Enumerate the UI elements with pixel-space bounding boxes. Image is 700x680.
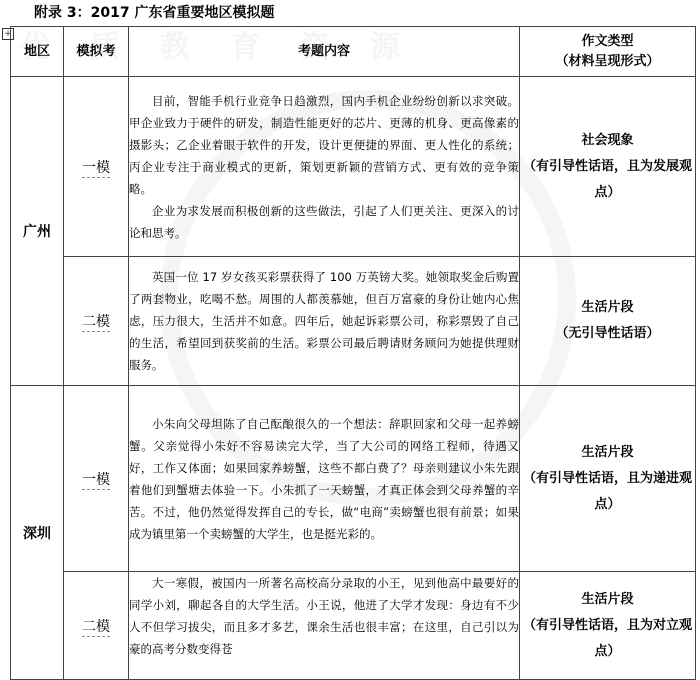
mock-label: 二模 [82, 618, 110, 635]
type-cell [520, 77, 696, 257]
page-title: 附录 3：2017 广东省重要地区模拟题 [34, 5, 275, 21]
content-paragraph: 大一寒假，被国内一所著名高校高分录取的小王，见到他高中最要好的同学小刘，聊起各自的大学生活。小王说，他进了大学才发现：身边有不少人不但学习拔尖，而且多才多艺，课余生活也很丰富；在这里，自己引以为豪的高考分数变得苍 [129, 576, 519, 656]
type-line2: （有引导性话语，且为对立观点） [522, 617, 692, 659]
exam-table [10, 26, 696, 680]
header-mock: 模拟考 [64, 27, 129, 77]
region-guangzhou: 广州 [11, 77, 64, 386]
content-paragraph: 小朱向父母坦陈了自己酝酿很久的一个想法：辞职回家和父母一起养螃蟹。父亲觉得小朱好不容易读完大学，当了大公司的网络工程师，待遇又好，工作又体面；如果回家养螃蟹，这些不都白费了？母亲则建议小朱先跟着他们到蟹塘去体验一下。小朱抓了一天螃蟹，才真正体会到父母养蟹的辛苦。不过，他仍然觉得发挥自己的专长，做“电商”卖螃蟹也很有前景；如果成为镇里第一个卖螃蟹的大学生，也是挺光彩的。 [129, 416, 519, 541]
mock-label: 一模 [82, 471, 110, 488]
type-line1: 社会现象 [581, 132, 634, 148]
content-cell [129, 572, 520, 680]
type-line2: （无引导性话语） [555, 326, 660, 341]
type-line1: 生活片段 [581, 300, 634, 315]
header-region: 地区 [11, 27, 64, 77]
type-cell [520, 257, 696, 386]
content-paragraph: 英国一位 17 岁女孩买彩票获得了 100 万英镑大奖。她领取奖金后购置了两套物业，吃喝不愁。周围的人都羡慕她，但百万富豪的身份让她内心焦虑，压力很大，生活并不如意。四年后，她起诉彩票公司，称彩票毁了自己的生活，希望回到获奖前的生活。彩票公司最后聘请财务顾问为她提供理财服务。 [129, 270, 519, 372]
mock-cell [64, 77, 129, 257]
content-cell [129, 257, 520, 386]
header-type-line1: 作文类型 [581, 33, 634, 49]
header-type-line2: （材料呈现形式） [555, 53, 660, 69]
table-row [11, 572, 696, 680]
mock-cell [64, 572, 129, 680]
table-header-row [11, 27, 696, 77]
content-paragraph: 目前，智能手机行业竞争日趋激烈，国内手机企业纷纷创新以求突破。甲企业致力于硬件的研发，制造性能更好的芯片、更薄的机身、更高像素的摄影头；乙企业着眼于软件的开发，设计更便捷的界面、更人性化的系统；丙企业专注于商业模式的更新，策划更新颖的营销方式、更有效的竞争策略。 [129, 93, 519, 196]
table-row [11, 257, 696, 386]
type-line2: （有引导性话语，且为递进观点） [522, 470, 692, 512]
content-paragraph: 企业为求发展而积极创新的这些做法，引起了人们更关注、更深入的讨论和思考。 [129, 203, 519, 240]
type-cell [520, 572, 696, 680]
mock-cell [64, 257, 129, 386]
content-cell [129, 77, 520, 257]
table-anchor-icon[interactable]: + [2, 28, 14, 40]
type-line2: （有引导性话语，且为发展观点） [522, 158, 692, 200]
mock-label: 一模 [82, 159, 110, 176]
mock-label: 二模 [82, 314, 110, 330]
header-type [520, 27, 696, 77]
header-content: 考题内容 [129, 27, 520, 77]
content-cell [129, 386, 520, 572]
type-cell [520, 386, 696, 572]
type-line1: 生活片段 [581, 591, 634, 607]
region-shenzhen: 深圳 [11, 386, 64, 680]
mock-cell [64, 386, 129, 572]
table-row [11, 77, 696, 257]
type-line1: 生活片段 [581, 444, 634, 460]
table-row [11, 386, 696, 572]
